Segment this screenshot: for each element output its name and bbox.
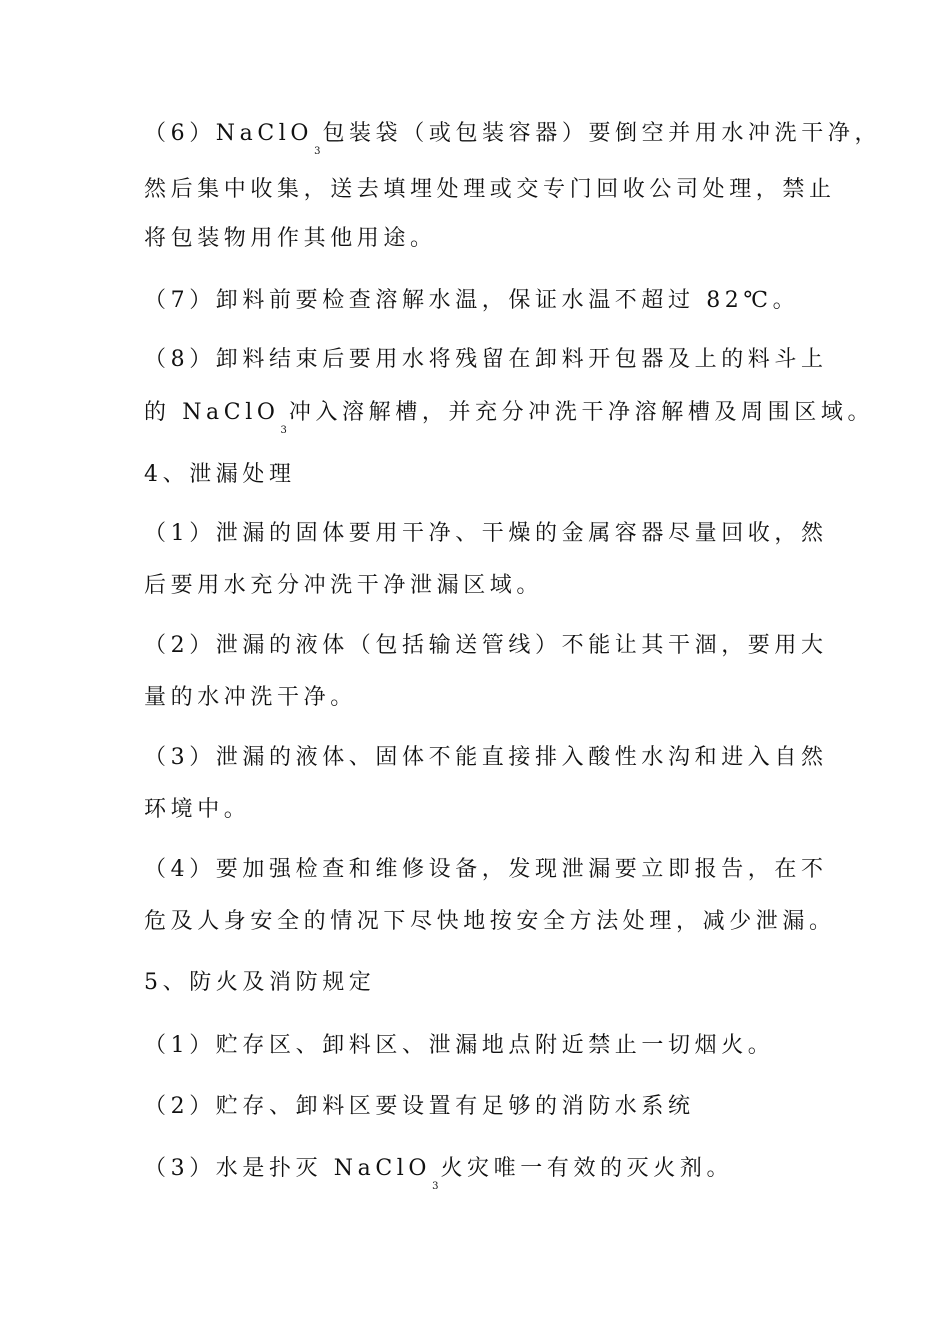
paragraph-line: 危及人身安全的情况下尽快地按安全方法处理，减少泄漏。 [144, 909, 836, 934]
subscript: 3 [432, 1181, 439, 1192]
paragraph-line [144, 1156, 809, 1192]
paragraph-line: （4）要加强检查和维修设备，发现泄漏要立即报告，在不 [144, 857, 828, 882]
paragraph-line: 量的水冲洗干净。 [144, 685, 357, 710]
paragraph-line: （2）泄漏的液体（包括输送管线）不能让其干涸，要用大 [144, 633, 828, 658]
paragraph-line: （8）卸料结束后要用水将残留在卸料开包器及上的料斗上 [144, 347, 828, 372]
subscript: 3 [314, 146, 321, 157]
text-segment: （6）NaClO [144, 121, 314, 146]
paragraph-line: 将包装物用作其他用途。 [144, 226, 437, 251]
text-segment: 的 NaClO [144, 400, 280, 425]
paragraph-line: （2）贮存、卸料区要设置有足够的消防水系统 [144, 1094, 695, 1119]
paragraph-line: （7）卸料前要检查溶解水温，保证水温不超过 82℃。 [144, 288, 800, 313]
paragraph-line [144, 121, 882, 157]
paragraph-line: （1）泄漏的固体要用干净、干燥的金属容器尽量回收，然 [144, 521, 828, 546]
section-heading: 4、泄漏处理 [144, 462, 296, 487]
paragraph-line [144, 400, 875, 436]
subscript: 3 [280, 425, 287, 436]
paragraph-line: 环境中。 [144, 797, 251, 822]
paragraph-line: （3）泄漏的液体、固体不能直接排入酸性水沟和进入自然 [144, 745, 828, 770]
paragraph-line: 然后集中收集，送去填埋处理或交专门回收公司处理，禁止 [144, 177, 836, 202]
paragraph-line: （1）贮存区、卸料区、泄漏地点附近禁止一切烟火。 [144, 1033, 775, 1058]
text-segment: 包装袋（或包装容器）要倒空并用水冲洗干净， [322, 121, 882, 146]
section-heading: 5、防火及消防规定 [144, 970, 376, 995]
paragraph-line: 后要用水充分冲洗干净泄漏区域。 [144, 573, 544, 598]
text-segment: 火灾唯一有效的灭火剂。 [440, 1156, 734, 1181]
text-segment: （3）水是扑灭 NaClO [144, 1156, 432, 1181]
text-segment: 冲入溶解槽，并充分冲洗干净溶解槽及周围区域。 [288, 400, 875, 425]
